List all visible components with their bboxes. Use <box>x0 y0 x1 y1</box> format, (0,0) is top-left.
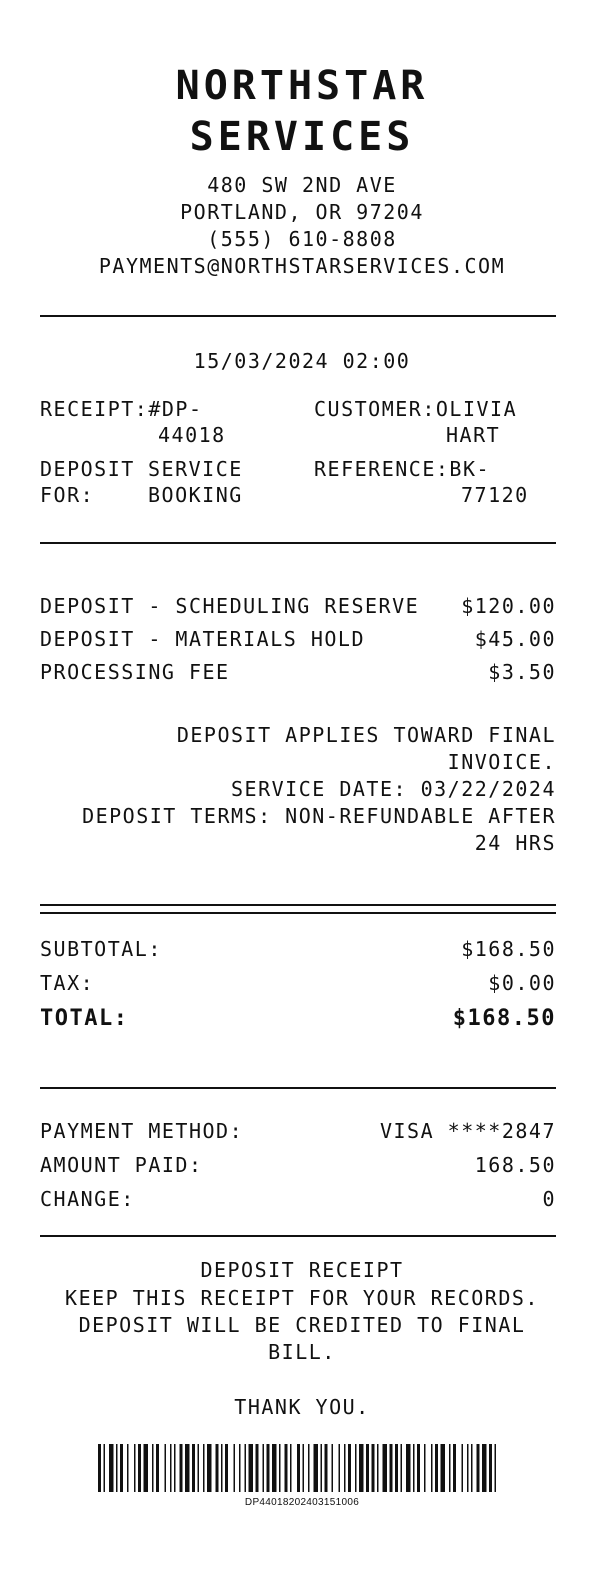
receipt-datetime: 15/03/2024 02:00 <box>193 349 411 373</box>
tax-row <box>40 967 556 1000</box>
barcode-bar <box>390 1444 393 1492</box>
barcode-bar <box>482 1444 487 1492</box>
barcode-bar <box>170 1444 172 1492</box>
barcode-bar <box>116 1444 118 1492</box>
barcode-bar <box>134 1444 136 1492</box>
barcode-bar <box>174 1444 176 1492</box>
barcode-bar <box>348 1444 351 1492</box>
barcode-bar <box>290 1444 292 1492</box>
change-label: CHANGE: <box>40 1187 135 1211</box>
reference-value-2: 77120 <box>461 483 529 507</box>
total-value: $168.50 <box>452 1006 556 1031</box>
line-item-amount: $45.00 <box>474 627 556 651</box>
line-item-amount: $3.50 <box>488 660 556 684</box>
tax-value: $0.00 <box>488 971 556 995</box>
customer-label: CUSTOMER: <box>314 397 436 421</box>
double-divider-top <box>40 904 556 906</box>
barcode-bar <box>216 1444 219 1492</box>
double-divider-bottom <box>40 912 556 914</box>
barcode-bar <box>272 1444 277 1492</box>
customer-value-1: OLIVIA <box>435 397 518 421</box>
barcode-bar <box>98 1444 101 1492</box>
barcode-bar <box>245 1444 247 1492</box>
barcode-bar <box>156 1444 159 1492</box>
company-name-line1: NORTHSTAR <box>175 63 429 109</box>
barcode-bar <box>355 1444 357 1492</box>
footer-title: DEPOSIT RECEIPT <box>200 1258 404 1282</box>
service-date: SERVICE DATE: 03/22/2024 <box>231 777 556 801</box>
tax-label: TAX: <box>40 971 95 995</box>
barcode-bar <box>435 1444 438 1492</box>
footer-note: BILL. <box>268 1340 336 1364</box>
barcode-bar <box>477 1444 480 1492</box>
customer-block <box>314 396 536 448</box>
barcode-bar <box>109 1444 114 1492</box>
divider <box>40 542 556 544</box>
amount-paid-label: AMOUNT PAID: <box>40 1153 203 1177</box>
barcode-bar <box>406 1444 411 1492</box>
barcode-bar <box>401 1444 403 1492</box>
barcode-number: DP44018202403151006 <box>244 1497 360 1508</box>
barcode-bar <box>462 1444 464 1492</box>
barcode-bar <box>263 1444 265 1492</box>
payment-method-value: VISA ****2847 <box>379 1119 556 1143</box>
deposit-for-label-2: FOR: <box>40 483 95 507</box>
barcode-bar <box>225 1444 228 1492</box>
barcode-bar <box>180 1444 183 1492</box>
receipt-number-block <box>40 396 280 448</box>
amount-paid-row <box>40 1149 556 1182</box>
barcode-bar <box>104 1444 106 1492</box>
barcode-bar <box>256 1444 259 1492</box>
barcode-bar <box>417 1444 420 1492</box>
line-item-name: DEPOSIT - MATERIALS HOLD <box>40 627 365 651</box>
deposit-for-block <box>40 456 280 508</box>
barcode-bar <box>449 1444 451 1492</box>
address-line1: 480 SW 2ND AVE <box>207 173 397 197</box>
barcode-bar <box>424 1444 426 1492</box>
total-row <box>40 1002 556 1035</box>
barcode-bar <box>144 1444 149 1492</box>
deposit-for-value-1: SERVICE <box>148 457 243 481</box>
barcode-bar <box>138 1444 141 1492</box>
barcode-bar <box>332 1444 334 1492</box>
divider <box>40 315 556 317</box>
barcode-bar <box>165 1444 167 1492</box>
barcode-bar <box>303 1444 305 1492</box>
deposit-for-value-2: BOOKING <box>148 483 243 507</box>
customer-value-2: HART <box>446 423 501 447</box>
payment-method-row <box>40 1115 556 1148</box>
subtotal-value: $168.50 <box>461 937 556 961</box>
barcode-bar <box>203 1444 205 1492</box>
barcode-bar <box>372 1444 375 1492</box>
payment-method-label: PAYMENT METHOD: <box>40 1119 244 1143</box>
barcode-bar <box>344 1444 346 1492</box>
line-item <box>40 590 556 623</box>
barcode-bar <box>221 1444 223 1492</box>
barcode-bar <box>267 1444 270 1492</box>
line-item-amount: $120.00 <box>461 594 556 618</box>
deposit-note: INVOICE. <box>447 750 556 774</box>
reference-value-1: BK- <box>449 457 491 481</box>
reference-block <box>314 456 536 508</box>
barcode-bar <box>321 1444 323 1492</box>
barcode-bar <box>198 1444 200 1492</box>
barcode-bar <box>359 1444 364 1492</box>
phone-number: (555) 610-8808 <box>207 227 397 251</box>
deposit-for-label-1: DEPOSIT <box>40 457 135 481</box>
barcode-bar <box>395 1444 398 1492</box>
barcode-bar <box>239 1444 241 1492</box>
barcode-bar <box>471 1444 473 1492</box>
divider <box>40 1087 556 1089</box>
barcode-bar <box>207 1444 212 1492</box>
barcode-bar <box>127 1444 129 1492</box>
footer-note: DEPOSIT WILL BE CREDITED TO FINAL <box>78 1313 526 1337</box>
barcode-bar <box>495 1444 497 1492</box>
barcode-bar <box>489 1444 492 1492</box>
line-item <box>40 656 556 689</box>
reference-label: REFERENCE: <box>314 457 450 481</box>
receipt-number-label: RECEIPT: <box>40 397 149 421</box>
line-item <box>40 623 556 656</box>
barcode-bar <box>285 1444 288 1492</box>
barcode-bar <box>366 1444 369 1492</box>
barcode-bar <box>279 1444 281 1492</box>
barcode-bar <box>297 1444 300 1492</box>
line-item-name: DEPOSIT - SCHEDULING RESERVE <box>40 594 420 618</box>
barcode-bar <box>314 1444 319 1492</box>
amount-paid-value: 168.50 <box>474 1153 556 1177</box>
subtotal-row <box>40 933 556 966</box>
deposit-terms: DEPOSIT TERMS: NON-REFUNDABLE AFTER <box>82 804 556 828</box>
change-row <box>40 1183 556 1216</box>
barcode-bar <box>453 1444 456 1492</box>
footer-note: KEEP THIS RECEIPT FOR YOUR RECORDS. <box>65 1286 539 1310</box>
barcode-bar <box>325 1444 328 1492</box>
barcode-bar <box>339 1444 341 1492</box>
barcode-bar <box>413 1444 415 1492</box>
line-item-name: PROCESSING FEE <box>40 660 230 684</box>
divider <box>40 1235 556 1237</box>
barcode-bar <box>308 1444 310 1492</box>
thank-you-message: THANK YOU. <box>234 1395 370 1419</box>
barcode-bar <box>467 1444 469 1492</box>
barcode-bar <box>192 1444 195 1492</box>
barcode-bar <box>234 1444 236 1492</box>
barcode <box>98 1444 498 1492</box>
total-label: TOTAL: <box>40 1006 129 1031</box>
company-name-line2: SERVICES <box>189 114 415 160</box>
change-value: 0 <box>542 1187 556 1211</box>
receipt-number-value-2: 44018 <box>158 423 226 447</box>
address-line2: PORTLAND, OR 97204 <box>180 200 424 224</box>
deposit-note: DEPOSIT APPLIES TOWARD FINAL <box>176 723 556 747</box>
barcode-bar <box>152 1444 154 1492</box>
email-address: PAYMENTS@NORTHSTARSERVICES.COM <box>98 254 506 278</box>
barcode-bar <box>249 1444 254 1492</box>
barcode-bar <box>185 1444 190 1492</box>
barcode-bar <box>383 1444 388 1492</box>
receipt-number-value-1: #DP- <box>148 397 203 421</box>
subtotal-label: SUBTOTAL: <box>40 937 162 961</box>
barcode-bar <box>441 1444 446 1492</box>
barcode-bar <box>377 1444 379 1492</box>
barcode-bar <box>120 1444 123 1492</box>
barcode-bar <box>431 1444 433 1492</box>
deposit-terms: 24 HRS <box>474 831 556 855</box>
